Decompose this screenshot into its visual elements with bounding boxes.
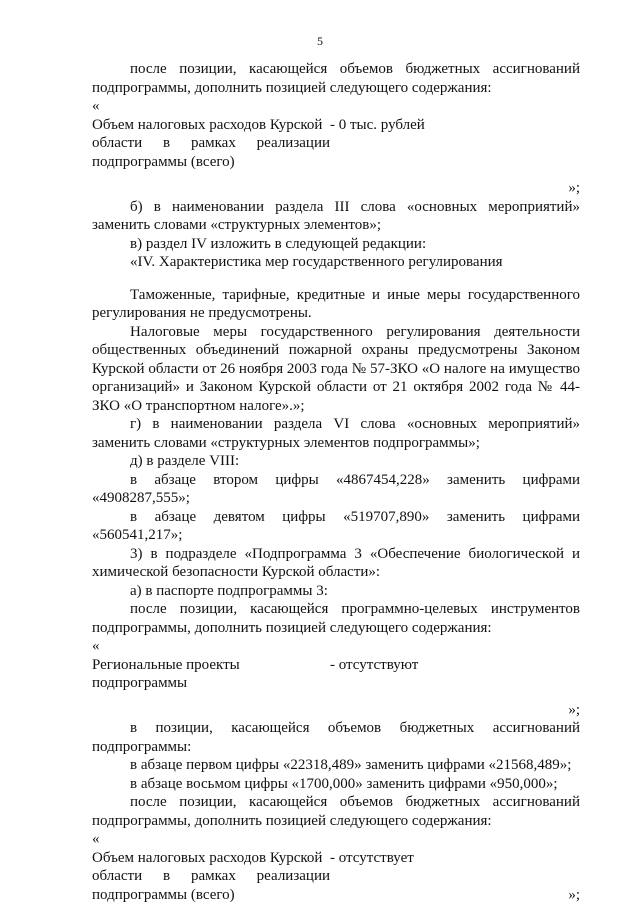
paragraph: после позиции, касающейся объемов бюджетных ассигнований подпрограммы, дополнить позицией следующего содержания: bbox=[92, 794, 580, 829]
paragraph: д) в разделе VIII: bbox=[130, 453, 240, 469]
paragraph: а) в паспорте подпрограммы 3: bbox=[130, 582, 328, 599]
paragraph: в абзаце восьмом цифры «1700,000» заменить цифрами «950,000»; bbox=[130, 775, 558, 792]
close-quote: »; bbox=[568, 180, 580, 196]
paragraph: в абзаце девятом цифры «519707,890» заменить цифрами «560541,217»; bbox=[92, 508, 580, 543]
position-value-cell: - отсутствует bbox=[330, 849, 414, 866]
position-name-line: области в рамках реализации bbox=[92, 135, 330, 151]
inserted-position-row bbox=[92, 656, 580, 693]
position-name-line: подпрограммы bbox=[92, 675, 188, 691]
paragraph: 3) в подразделе «Подпрограмма 3 «Обеспечение биологической и химической безопасности Курской области»: bbox=[92, 545, 580, 580]
paragraph: в позиции, касающейся объемов бюджетных ассигнований подпрограммы: bbox=[92, 720, 580, 755]
paragraph: в абзаце втором цифры «4867454,228» заменить цифрами «4908287,555»; bbox=[92, 471, 580, 506]
paragraph: после позиции, касающейся объемов бюджетных ассигнований подпрограммы, дополнить позицией следующего содержания: bbox=[92, 61, 580, 96]
open-quote: « bbox=[92, 831, 100, 847]
position-name-line: области в рамках реализации bbox=[92, 868, 330, 884]
open-quote: « bbox=[92, 638, 100, 654]
position-name-line: подпрограммы (всего) bbox=[92, 886, 235, 903]
page-number: 5 bbox=[317, 34, 323, 48]
paragraph: Налоговые меры государственного регулирования деятельности общественных объединений пожарной охраны предусмотрены Законом Курской области от 26 ноября 2003 года № 57-ЗКО «О налоге на имущество организаций» и Законом Курской области от 21 октября 2002 года № 44-ЗКО «О транспортном налоге».»; bbox=[92, 323, 580, 414]
position-name-cell bbox=[92, 656, 330, 693]
position-name-line: Региональные проекты bbox=[92, 656, 240, 673]
position-value-cell: - 0 тыс. рублей bbox=[330, 116, 425, 133]
inserted-position-row bbox=[92, 116, 580, 172]
paragraph: в) раздел IV изложить в следующей редакции: bbox=[130, 235, 427, 252]
paragraph: б) в наименовании раздела III слова «основных мероприятий» заменить словами «структурных элементов»; bbox=[92, 198, 580, 233]
position-name-line: Объем налоговых расходов Курской bbox=[92, 116, 323, 133]
open-quote: « bbox=[92, 98, 100, 114]
position-name-line: Объем налоговых расходов Курской bbox=[92, 849, 323, 866]
position-name-line: подпрограммы (всего) bbox=[92, 153, 235, 170]
paragraph: в абзаце первом цифры «22318,489» заменить цифрами «21568,489»; bbox=[130, 757, 572, 773]
inserted-position-row bbox=[92, 849, 580, 905]
document-body bbox=[92, 60, 580, 904]
paragraph: Таможенные, тарифные, кредитные и иные меры государственного регулирования не предусмотрены. bbox=[92, 286, 580, 321]
paragraph: после позиции, касающейся программно-целевых инструментов подпрограммы, дополнить позицией следующего содержания: bbox=[92, 601, 580, 636]
paragraph: г) в наименовании раздела VI слова «основных мероприятий» заменить словами «структурных элементов подпрограммы»; bbox=[92, 416, 580, 451]
close-quote: »; bbox=[568, 701, 580, 718]
position-value-cell: - отсутствуют bbox=[330, 656, 419, 673]
position-name-cell bbox=[92, 116, 330, 172]
section-heading: «IV. Характеристика мер государственного регулирования bbox=[130, 254, 503, 270]
close-quote: »; bbox=[568, 886, 580, 903]
